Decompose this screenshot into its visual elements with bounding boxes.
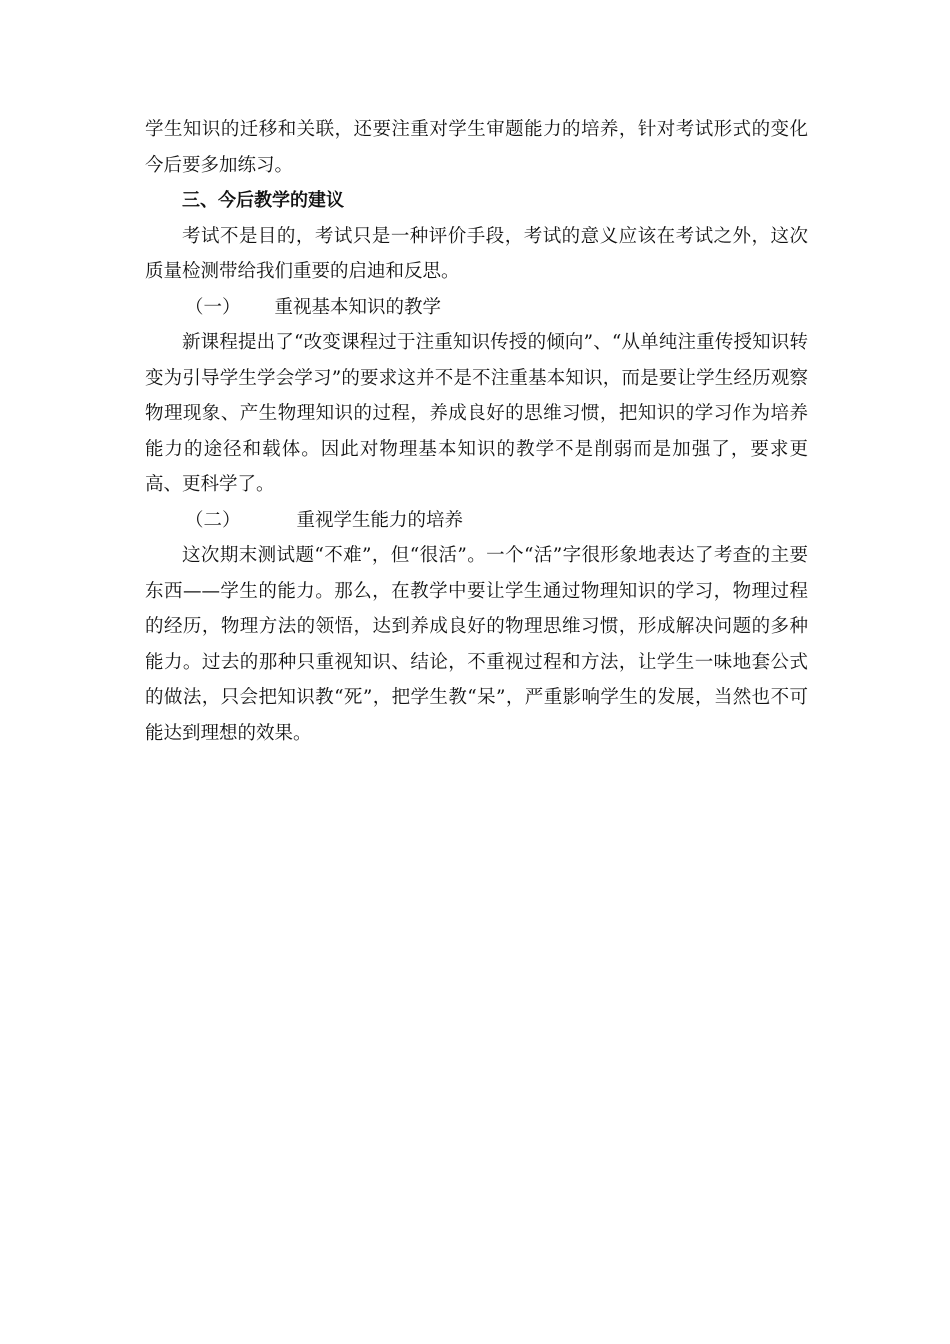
subsection-title-1: 重视基本知识的教学 xyxy=(274,296,442,318)
subsection-number-2: （二） xyxy=(185,509,241,531)
subsection-title-2: 重视学生能力的培养 xyxy=(296,509,464,531)
paragraph-ability: 这次期末测试题“不难”，但“很活”。一个“活”字很形象地表达了考查的主要东西——学生的能力。那么，在教学中要让学生通过物理知识的学习，物理过程的经历，物理方法的领悟，达到养成良好的物理思维习惯，形成解决问题的多种能力。过去的那种只重视知识、结论，不重视过程和方法，让学生一味地套公式的做法，只会把知识教“死”，把学生教“呆”，严重影响学生的发展，当然也不可能达到理想的效果。 xyxy=(145,545,808,744)
subsection-heading-2 xyxy=(145,503,808,539)
paragraph-basic-knowledge: 新课程提出了“改变课程过于注重知识传授的倾向”、“从单纯注重传授知识转变为引导学生学会学习”的要求这并不是不注重基本知识，而是要让学生经历观察物理现象、产生物理知识的过程，养成良好的思维习惯，把知识的学习作为培养能力的途径和载体。因此对物理基本知识的教学不是削弱而是加强了，要求更高、更科学了。 xyxy=(145,332,808,495)
document-body xyxy=(145,112,808,751)
subsection-heading-1 xyxy=(145,290,808,326)
paragraph-intro: 考试不是目的，考试只是一种评价手段，考试的意义应该在考试之外，这次质量检测带给我们重要的启迪和反思。 xyxy=(145,225,808,282)
section-heading: 三、今后教学的建议 xyxy=(182,190,344,211)
subsection-number-1: （一） xyxy=(185,296,241,318)
paragraph-continuation: 学生知识的迁移和关联，还要注重对学生审题能力的培养，针对考试形式的变化今后要多加练习。 xyxy=(145,119,808,176)
